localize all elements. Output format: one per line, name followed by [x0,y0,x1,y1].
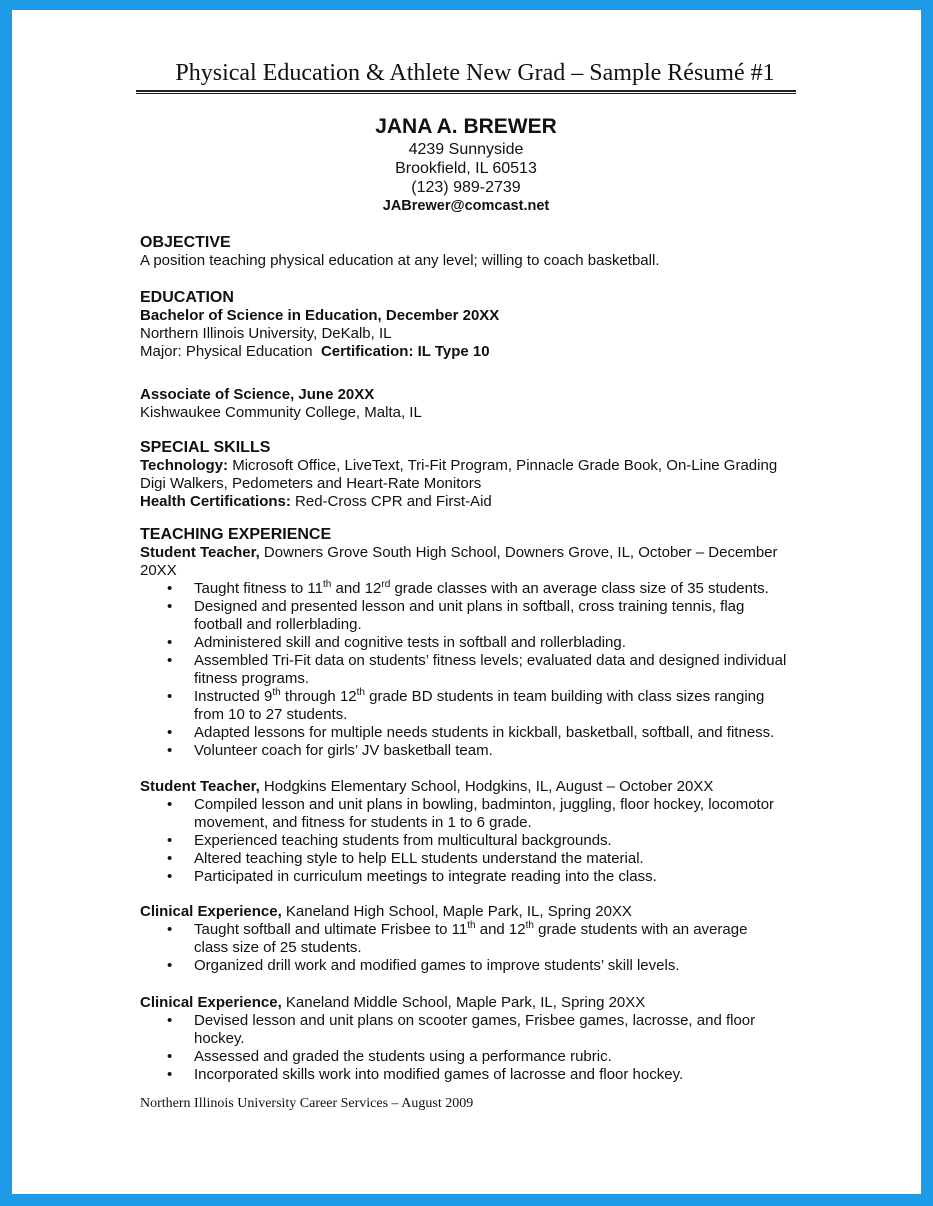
bullet-text: Instructed 9 [194,688,273,705]
degree-2-title: Associate of Science, June 20XX [140,386,375,403]
education-section [140,288,810,361]
job-2-place: Hodgkins Elementary School, Hodgkins, IL, August – October 20XX [259,778,714,795]
degree-1-school: Northern Illinois University, DeKalb, IL [140,325,392,342]
list-item: • Compiled lesson and unit plans in bowling, badminton, juggling, floor hockey, locomotor movement, and fitness for students in 1 to 6 grade. [194,796,784,832]
job-4-header [140,994,810,1012]
superscript: th [272,687,281,698]
resume-page [12,10,921,1194]
list-item: • Participated in curriculum meetings to integrate reading into the class. [194,868,810,886]
superscript: th [356,687,365,698]
list-item: • Assembled Tri-Fit data on students’ fitness levels; evaluated data and designed individual fitness programs. [194,652,804,688]
list-item: • Adapted lessons for multiple needs students in kickball, basketball, softball, and fitness. [194,724,810,742]
bullet-text: and 12 [475,921,526,938]
health-cert-label: Health Certifications: [140,493,291,510]
technology-line [140,457,810,475]
degree-1-title: Bachelor of Science in Education, December 20XX [140,307,500,324]
education-heading: EDUCATION [140,289,234,306]
title-divider [136,90,796,94]
job-4-role: Clinical Experience, [140,994,282,1011]
job-3-role: Clinical Experience, [140,903,282,920]
job-3 [140,903,810,975]
list-item: • Volunteer coach for girls’ JV basketball team. [194,742,810,760]
list-item: • Altered teaching style to help ELL students understand the material. [194,850,810,868]
document-title: Physical Education & Athlete New Grad – Sample Résumé #1 [175,60,775,86]
footer-note: Northern Illinois University Career Services – August 2009 [140,1096,474,1111]
list-item: • Assessed and graded the students using a performance rubric. [194,1048,810,1066]
bullet-text: Taught fitness to 11 [194,580,323,597]
superscript: rd [381,579,391,590]
objective-section [140,233,810,270]
experience-heading: TEACHING EXPERIENCE [140,526,332,543]
superscript: th [525,920,534,931]
job-2 [140,778,810,886]
job-3-bullets [140,921,810,975]
candidate-name: JANA A. BREWER [375,115,557,138]
job-4-bullets [140,1012,810,1084]
degree-1-major: Major: Physical Education [140,343,313,360]
job-4 [140,994,810,1084]
list-item: • Administered skill and cognitive tests in softball and rollerblading. [194,634,810,652]
technology-text-2: Digi Walkers, Pedometers and Heart-Rate Monitors [140,475,482,492]
bullet-text: through 12 [280,688,357,705]
phone-number: (123) 989-2739 [411,179,521,196]
email-address: JABrewer@comcast.net [382,198,550,214]
list-item: • Incorporated skills work into modified games of lacrosse and floor hockey. [194,1066,810,1084]
education-degree-2 [140,386,810,422]
job-1-place-2: 20XX [140,562,177,579]
job-2-bullets [140,796,810,886]
degree-1-certification: Certification: IL Type 10 [320,343,490,360]
objective-text: A position teaching physical education at any level; willing to coach basketball. [140,252,660,269]
bullet-text: Taught softball and ultimate Frisbee to 11 [194,921,468,938]
bullet-text: grade BD students in team building with class sizes ranging from 10 to 27 students. [194,688,765,723]
list-item [194,688,784,724]
health-cert-line [140,493,810,511]
list-item: • Organized drill work and modified games to improve students’ skill levels. [194,957,810,975]
list-item: • Designed and presented lesson and unit plans in softball, cross training tennis, flag football and rollerblading. [194,598,774,634]
experience-section [140,525,810,760]
list-item: • Experienced teaching students from multicultural backgrounds. [194,832,810,850]
superscript: th [467,920,476,931]
list-item [194,921,774,957]
bullet-text: grade classes with an average class size of 35 students. [390,580,769,597]
objective-heading: OBJECTIVE [140,234,231,251]
degree-1-major-line [140,343,810,361]
job-2-role: Student Teacher, [140,778,260,795]
job-1-place: Downers Grove South High School, Downers Grove, IL, October – December [259,544,778,561]
skills-heading: SPECIAL SKILLS [140,439,271,456]
technology-text: Microsoft Office, LiveText, Tri-Fit Program, Pinnacle Grade Book, On-Line Grading [228,457,778,474]
job-2-header [140,778,810,796]
list-item: • Devised lesson and unit plans on scooter games, Frisbee games, lacrosse, and floor hockey. [194,1012,784,1048]
job-1-role: Student Teacher, [140,544,260,561]
job-1-bullets [140,580,810,760]
degree-2-school: Kishwaukee Community College, Malta, IL [140,404,422,421]
job-4-place: Kaneland Middle School, Maple Park, IL, Spring 20XX [281,994,646,1011]
bullet-text: and 12 [331,580,382,597]
technology-label: Technology: [140,457,229,474]
job-1-header [140,544,810,562]
bullet-text: grade students with an average class size of 25 students. [194,921,748,956]
job-3-header [140,903,810,921]
city-state-zip: Brookfield, IL 60513 [395,160,537,177]
superscript: th [322,579,332,590]
health-cert-text: Red-Cross CPR and First-Aid [290,493,492,510]
job-3-place: Kaneland High School, Maple Park, IL, Spring 20XX [281,903,632,920]
skills-section [140,438,810,511]
street-address: 4239 Sunnyside [408,141,524,158]
list-item [194,580,810,598]
